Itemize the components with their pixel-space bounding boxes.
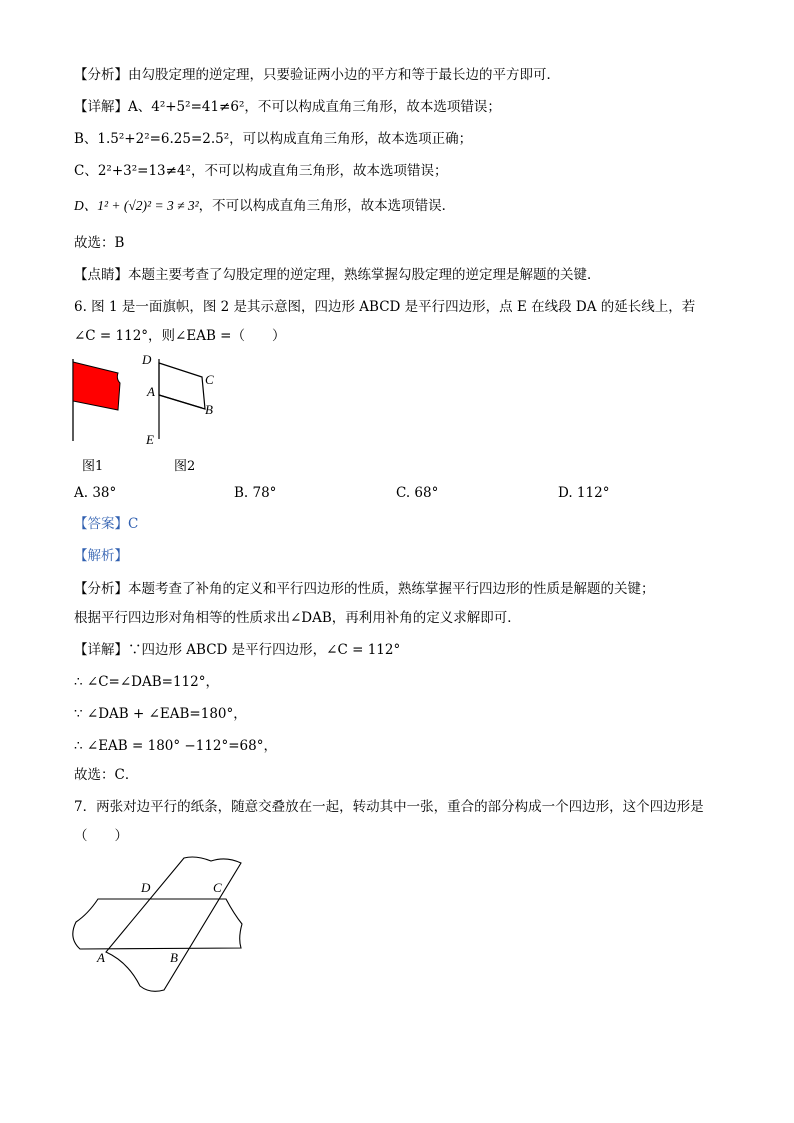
question-7-line-2: （ ）: [74, 828, 128, 844]
figure-1-flag: [64, 355, 224, 450]
option-c: C. 68°: [396, 485, 439, 501]
detail-line-c: C、2²+3²=13≠4²，不可以构成直角三角形，故本选项错误；: [74, 163, 448, 179]
choice-b-line: 故选：B: [74, 235, 125, 251]
fig3-label-d: D: [141, 880, 151, 895]
fig2-label-d: D: [142, 352, 152, 367]
comment-line: 【点睛】本题主要考查了勾股定理的逆定理，熟练掌握勾股定理的逆定理是解题的关键．: [74, 267, 601, 283]
fig3-label-b: B: [170, 950, 178, 965]
slanted-strip: [106, 857, 241, 991]
choice-c-line: 故选：C．: [74, 767, 139, 783]
figure-1-caption: 图1: [82, 459, 104, 474]
horizontal-strip: [73, 899, 242, 949]
detail-line-1: 【详解】∵四边形 ABCD 是平行四边形，∠C = 112°: [74, 642, 401, 658]
detail-line-3: ∵ ∠DAB + ∠EAB=180°，: [74, 706, 247, 722]
detail-line-d: [74, 197, 455, 215]
option-b: B. 78°: [234, 485, 277, 501]
detail-line-2: ∴ ∠C=∠DAB=112°，: [74, 674, 219, 690]
figure-2-caption: 图2: [174, 459, 196, 474]
analysis-line-2: 【分析】本题考查了补角的定义和平行四边形的性质，熟练掌握平行四边形的性质是解题的关键；: [74, 581, 655, 597]
question-7-line-1: 7．两张对边平行的纸条，随意交叠放在一起，转动其中一张，重合的部分构成一个四边形，这个四边形是: [74, 799, 704, 815]
detail-line-a: 【详解】A、4²+5²=41≠6²，不可以构成直角三角形，故本选项错误；: [74, 99, 501, 115]
option-d: D. 112°: [558, 485, 610, 501]
fig3-label-c: C: [213, 880, 222, 895]
detail-line-4: ∴ ∠EAB = 180° −112°=68°，: [74, 738, 277, 754]
answer-heading: 【答案】C: [74, 516, 139, 532]
fig2-label-c: C: [205, 372, 214, 387]
fig2-label-e: E: [146, 432, 154, 447]
detail-line-d-text: ，不可以构成直角三角形，故本选项错误．: [198, 198, 456, 214]
detail-line-d-formula: D、1² + (√2)² = 3 ≠ 3²: [74, 198, 199, 213]
fig2-label-b: B: [205, 402, 213, 417]
question-6-line-1: 6. 图 1 是一面旗帜，图 2 是其示意图，四边形 ABCD 是平行四边形，点 E 在线段 DA 的延长线上，若: [74, 299, 696, 315]
analysis-line-3: 根据平行四边形对角相等的性质求出∠DAB，再利用补角的定义求解即可．: [74, 610, 521, 626]
analysis-line-1: 【分析】由勾股定理的逆定理，只要验证两小边的平方和等于最长边的平方即可．: [74, 67, 560, 83]
question-6-line-2: ∠C = 112°，则∠EAB =（ ）: [74, 328, 286, 344]
figure-paper-strips: [66, 852, 256, 994]
detail-line-b: B、1.5²+2²=6.25=2.5²，可以构成直角三角形，故本选项正确；: [74, 131, 473, 147]
fig2-label-a: A: [147, 384, 155, 399]
analysis-heading: 【解析】: [74, 548, 128, 564]
option-a: A. 38°: [74, 485, 117, 501]
flag-shape: [73, 362, 120, 410]
fig3-label-a: A: [97, 950, 105, 965]
